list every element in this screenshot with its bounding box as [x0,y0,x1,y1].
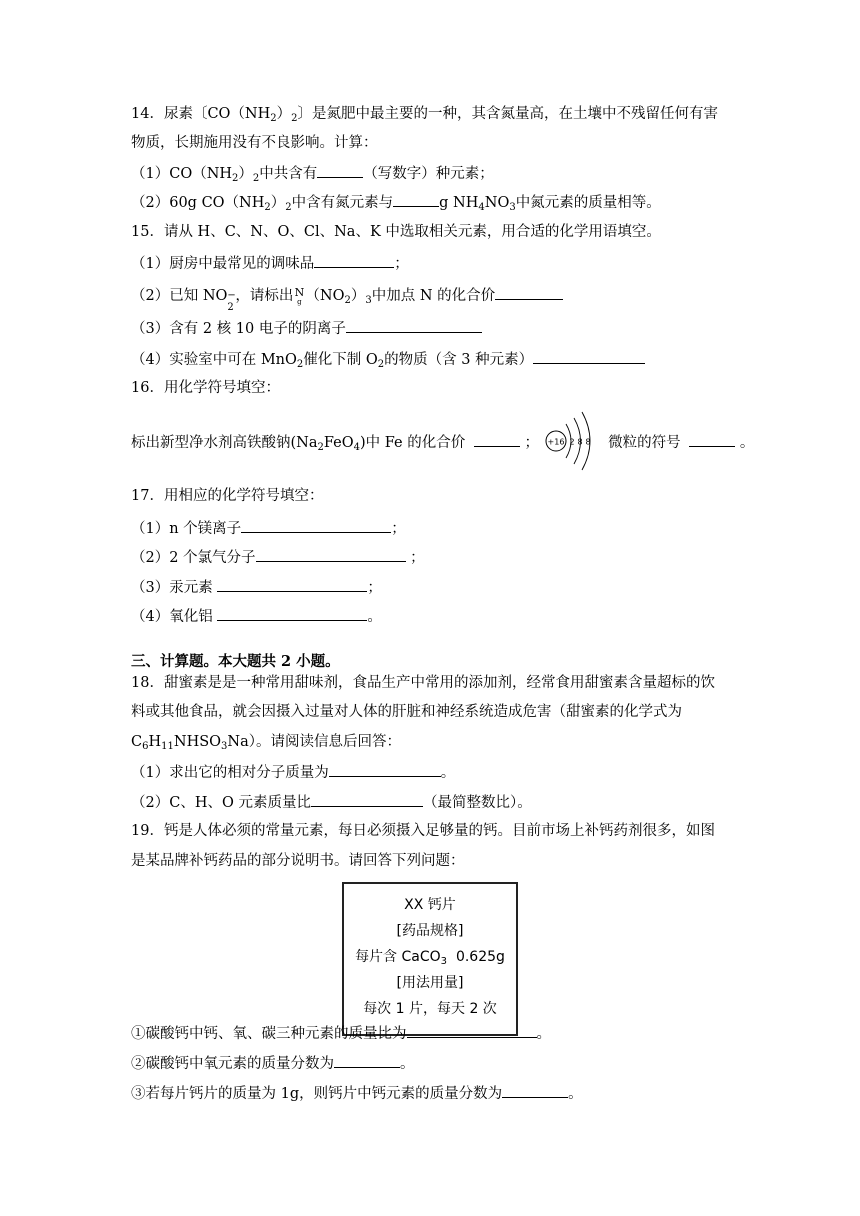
answer-blank[interactable] [502,1083,568,1098]
q14-part2: （2）60g $CO(NH_2)_2$中含有氮元素与 g $NH_4NO_3$中氮元素的质量相等。 [131,192,661,213]
q15-part4: （4）实验室中可在 MnO$_2$催化下制 $O_2$的物质（含 3 种元素） [131,349,645,370]
answer-blank[interactable] [317,163,363,178]
q19-stem-line2: 是某品牌补钙药品的部分说明书。请回答下列问题： [131,853,465,869]
answer-blank[interactable] [346,318,482,333]
q17-part4: （4）氧化铝 。 [131,606,382,627]
answer-blank[interactable] [217,577,367,592]
answer-blank[interactable] [311,792,423,807]
q18-part1: （1）求出它的相对分子质量为 。 [131,762,455,783]
shell-electrons-1: 2 [569,437,575,447]
answer-blank[interactable] [533,349,645,364]
answer-blank[interactable] [329,762,441,777]
q17-part2: （2）2 个氯气分子 ； [131,547,425,568]
answer-blank[interactable] [474,432,520,447]
q19-part1: ①碳酸钙中钙、氧、碳三种元素的质量比为 。 [131,1023,551,1044]
q17-title: 17．用相应的化学符号填空： [131,488,324,504]
answer-blank[interactable] [689,432,735,447]
answer-blank[interactable] [495,285,563,300]
shell-electrons-2: 8 [577,437,583,447]
answer-blank[interactable] [407,1023,537,1038]
label-usage-heading: [用法用量] [396,975,464,991]
q18-stem-line1: 18．甜蜜素是是一种常用甜味剂，食品生产中常用的添加剂，经常食用甜蜜素含量超标的饮 [131,675,715,691]
section-heading: 三、计算题。本大题共 2 小题。 [131,653,340,670]
answer-blank[interactable] [393,192,439,207]
q15-part1: （1）厨房中最常见的调味品 ； [131,253,409,274]
q17-part3: （3）汞元素 ； [131,577,382,598]
q19-part2: ②碳酸钙中氧元素的质量分数为 。 [131,1053,415,1074]
answer-blank[interactable] [314,253,394,268]
q18-stem-line2: 料或其他食品，就会因摄入过量对人体的肝脏和神经系统造成危害（甜蜜素的化学式为 [131,704,682,720]
q16-line: 标出新型净水剂高铁酸钠$(Na_2FeO_4)$中 Fe 的化合价 ； +16 2 8 8 微粒的符号 。 [131,432,754,453]
q14-stem-line2: 物质，长期施用没有不良影响。计算： [131,135,378,151]
atom-structure-diagram [544,433,604,453]
label-spec-content: 每片含 CaCO$_3$ 0.625g [355,949,505,967]
q19-stem-line1: 19．钙是人体必须的常量元素，每日必须摄入足够量的钙。目前市场上补钙药剂很多，如图 [131,823,715,839]
shell-electrons-3: 8 [585,437,591,447]
q16-title: 16．用化学符号填空： [131,380,280,396]
q17-part1: （1）n 个镁离子 ； [131,518,406,539]
q15-title: 15．请从 H、C、N、O、Cl、Na、K 中选取相关元素，用合适的化学用语填空。 [131,224,661,240]
q15-part2: （2）已知 NO − 2 ，请标出 N g $(NO_2)_3$中加点 N 的化合价 [131,285,563,306]
q15-part3: （3）含有 2 核 10 电子的阴离子 [131,318,482,339]
q18-formula-line: $C_6H_{11}NHSO_3Na$）。请阅读信息后回答： [131,734,401,752]
q14-stem-line1: 14．尿素〔$CO(NH_2)_2$〕是氮肥中最主要的一种，其含氮量高，在土壤中不残留任何有害 [131,106,719,124]
label-product-name: XX 钙片 [404,897,456,913]
q14-part1: $(1)CO(NH_2)_2$中共含有 （写数字）种元素； [131,163,494,184]
answer-blank[interactable] [217,606,367,621]
medicine-label-box [342,882,518,1036]
label-usage-content: 每次 1 片，每天 2 次 [363,1001,497,1017]
answer-blank[interactable] [241,518,391,533]
q18-part2: （2）C、H、O 元素质量比 （最简整数比）。 [131,792,532,813]
dotted-n-symbol: N g [294,285,305,306]
q19-part3: ③若每片钙片的质量为 1g，则钙片中钙元素的质量分数为 。 [131,1083,583,1104]
label-spec-heading: [药品规格] [396,923,464,939]
answer-blank[interactable] [334,1053,400,1068]
nucleus-charge: +16 [547,437,565,447]
answer-blank[interactable] [256,547,406,562]
